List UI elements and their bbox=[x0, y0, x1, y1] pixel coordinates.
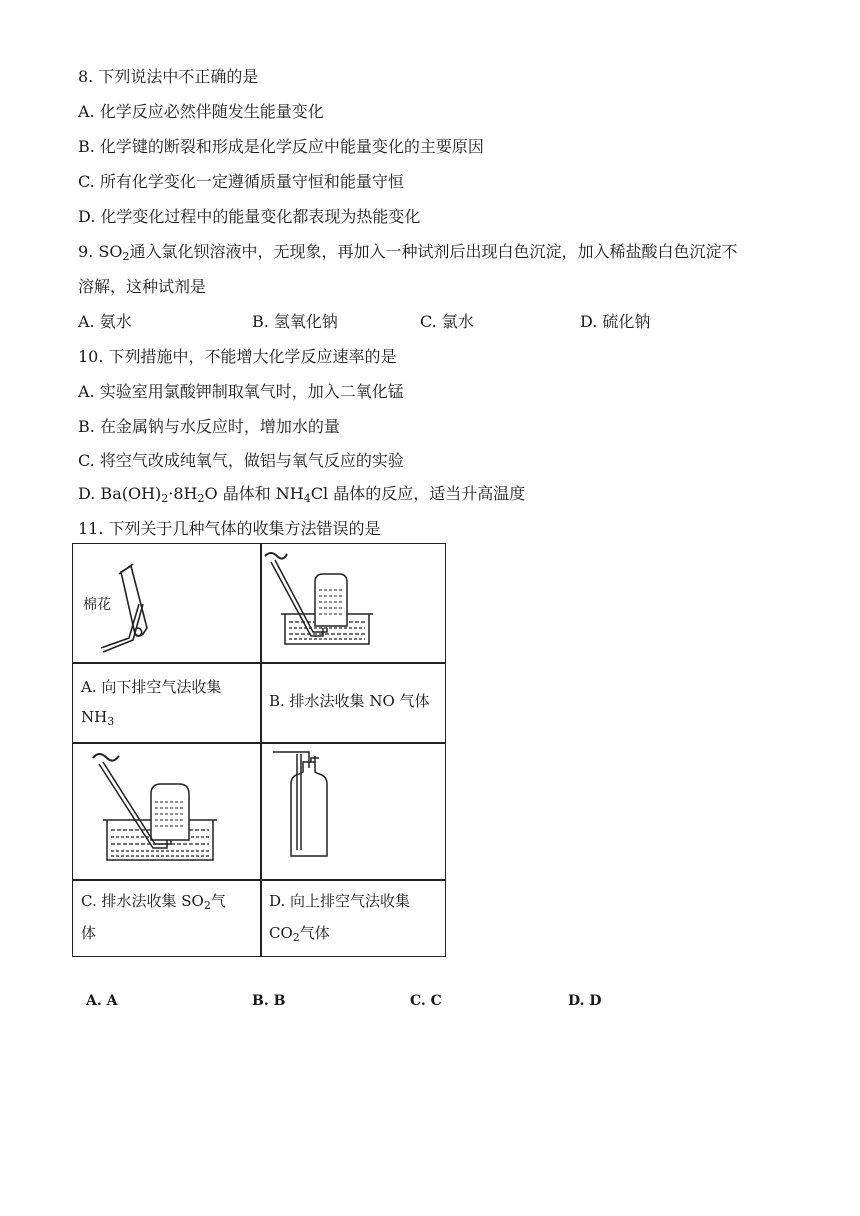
q10-d-mid2: O 晶体和 NH bbox=[204, 484, 304, 503]
q9-stem-line2: 溶解，这种试剂是 bbox=[78, 277, 207, 296]
cotton-label: 棉花 bbox=[83, 597, 111, 613]
apparatus-b-diagram bbox=[261, 544, 445, 662]
q8-option-a: A. 化学反应必然伴随发生能量变化 bbox=[78, 102, 324, 121]
q10-d-pre: D. Ba(OH) bbox=[78, 484, 162, 503]
q10-d-sub2: 2 bbox=[197, 492, 205, 505]
option-a-nh: NH bbox=[81, 708, 108, 726]
q10-option-c: C. 将空气改成纯氧气，做铝与氧气反应的实验 bbox=[78, 451, 404, 470]
option-d-line2 bbox=[269, 918, 330, 948]
apparatus-d-diagram bbox=[261, 744, 445, 878]
table-divider-3 bbox=[73, 879, 445, 881]
apparatus-c-diagram bbox=[73, 744, 259, 878]
option-c-sub: 2 bbox=[203, 899, 211, 912]
q10-d-sub1: 2 bbox=[161, 492, 169, 505]
q9-stem-rest: 通入氯化钡溶液中，无现象，再加入一种试剂后出现白色沉淀，加入稀盐酸白色沉淀不 bbox=[129, 242, 738, 261]
q9-option-c: C. 氯水 bbox=[420, 312, 474, 331]
q9-option-d: D. 硫化钠 bbox=[580, 312, 651, 331]
option-c-line2: 体 bbox=[81, 924, 97, 942]
option-d-rest: 气体 bbox=[299, 924, 330, 942]
q9-option-a: A. 氨水 bbox=[78, 312, 132, 331]
q10-option-d bbox=[78, 484, 525, 504]
q10-option-a: A. 实验室用氯酸钾制取氧气时，加入二氧化锰 bbox=[78, 382, 404, 401]
option-a-nh-sub: 3 bbox=[107, 715, 115, 728]
q9-stem-prefix: 9. SO bbox=[78, 242, 123, 261]
option-c-pre: C. 排水法收集 SO bbox=[81, 892, 204, 910]
q11-stem: 11. 下列关于几种气体的收集方法错误的是 bbox=[78, 519, 381, 538]
q10-option-b: B. 在金属钠与水反应时，增加水的量 bbox=[78, 417, 340, 436]
option-d-line1: D. 向上排空气法收集 bbox=[269, 892, 411, 910]
q10-stem: 10. 下列措施中，不能增大化学反应速率的是 bbox=[78, 347, 397, 366]
option-a-line2 bbox=[81, 702, 114, 732]
table-divider-1 bbox=[73, 662, 445, 664]
q8-stem: 8. 下列说法中不正确的是 bbox=[78, 67, 259, 86]
option-a-line1: A. 向下排空气法收集 bbox=[81, 678, 222, 696]
q9-option-b: B. 氢氧化钠 bbox=[252, 312, 338, 331]
q10-d-rest: Cl 晶体的反应，适当升高温度 bbox=[310, 484, 526, 503]
answer-a: A. A bbox=[86, 993, 118, 1009]
q10-d-mid: ·8H bbox=[168, 484, 198, 503]
q9-stem bbox=[78, 242, 737, 262]
option-d-co: CO bbox=[269, 924, 293, 942]
q9-stem-sub: 2 bbox=[122, 250, 130, 263]
q8-option-b: B. 化学键的断裂和形成是化学反应中能量变化的主要原因 bbox=[78, 137, 484, 156]
answer-c: C. C bbox=[410, 993, 442, 1009]
option-c-rest: 气 bbox=[210, 892, 226, 910]
q10-d-sub3: 4 bbox=[303, 492, 311, 505]
answer-b: B. B bbox=[252, 993, 286, 1009]
answer-d: D. D bbox=[568, 993, 602, 1009]
option-c-line1 bbox=[81, 886, 226, 916]
q8-option-d: D. 化学变化过程中的能量变化都表现为热能变化 bbox=[78, 207, 421, 226]
q8-option-c: C. 所有化学变化一定遵循质量守恒和能量守恒 bbox=[78, 172, 404, 191]
option-d-sub: 2 bbox=[292, 931, 300, 944]
option-b-text: B. 排水法收集 NO 气体 bbox=[269, 692, 430, 710]
apparatus-table bbox=[72, 543, 446, 957]
